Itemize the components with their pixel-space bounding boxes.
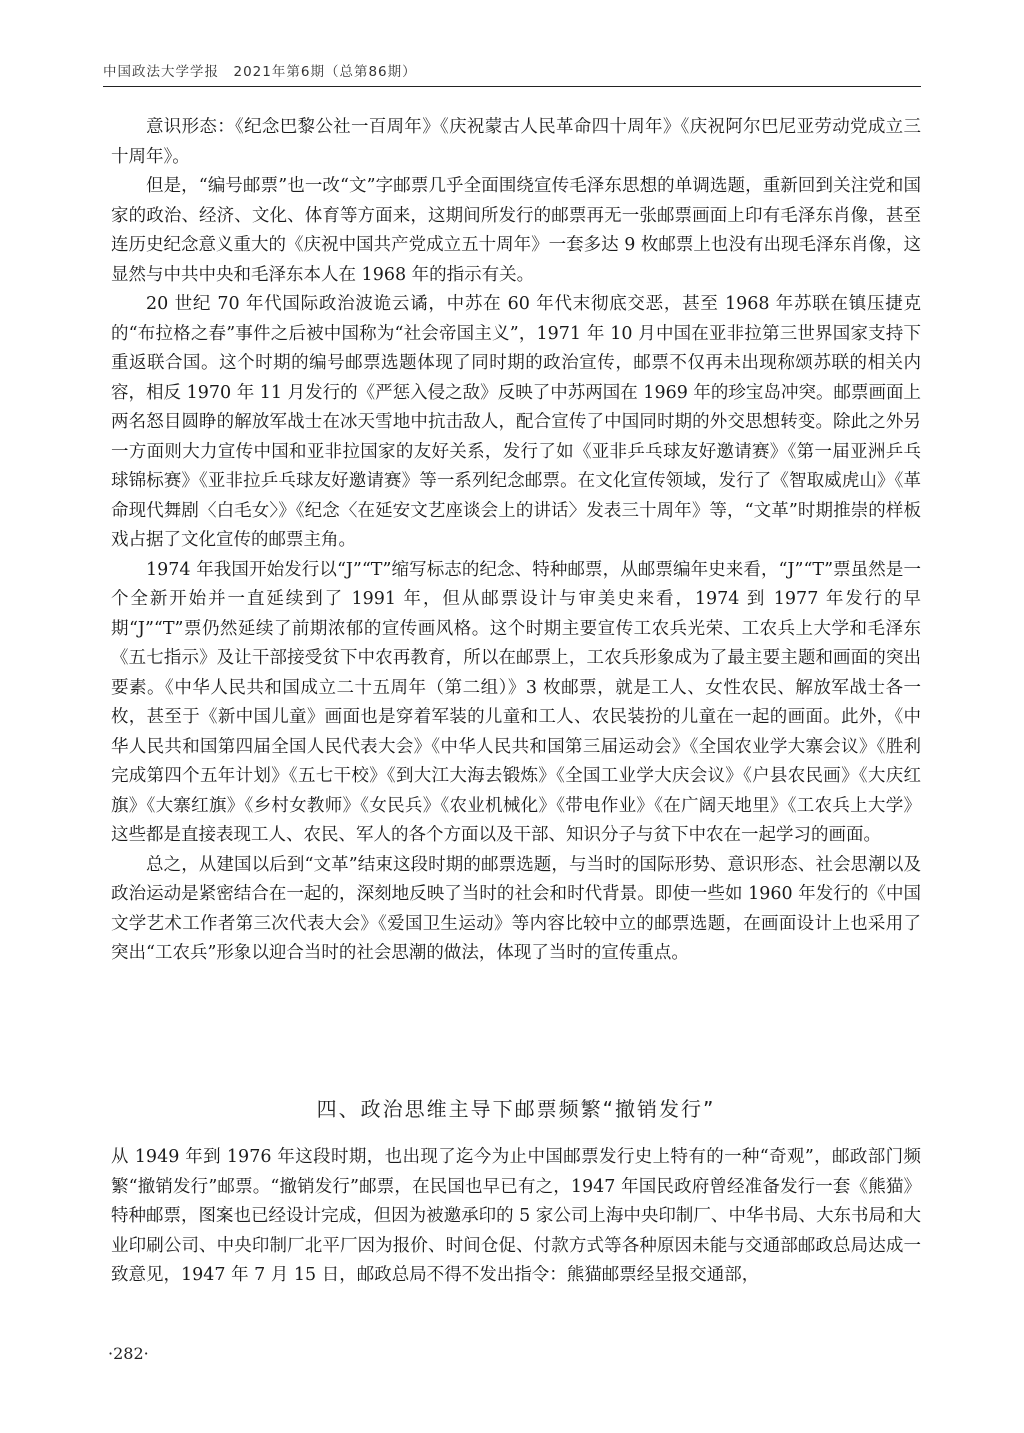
section-paragraph: 从 1949 年到 1976 年这段时期，也出现了迄今为止中国邮票发行史上特有的一种“奇观”，邮政部门频繁“撤销发行”邮票。“撤销发行”邮票，在民国也早已有之，1947 年国民政府曾经准备发行一套《熊猫》特种邮票，图案也已经设计完成，但因为被邀承印的 5 家公司上海中央印制厂、中华书局、大东书局和大业印刷公司、中央印制厂北平厂因为报价、时间仓促、付款方式等各种原因未能与交通部邮政总局达成一致意见，1947 年 7 月 15 日，邮政总局不得不发出指令：熊猫邮票经呈报交通部， — [111, 1147, 921, 1285]
body-paragraph: 1974 年我国开始发行以“J”“T”缩写标志的纪念、特种邮票，从邮票编年史来看，“J”“T”票虽然是一个全新开始并一直延续到了 1991 年，但从邮票设计与审美史来看，1974 到 1977 年发行的早期“J”“T”票仍然延续了前期浓郁的宣传画风格。这个时期主要宣传工农兵光荣、工农兵上大学和毛泽东《五七指示》及让干部接受贫下中农再教育，所以在邮票上，工农兵形象成为了最主要主题和画面的突出要素。《中华人民共和国成立二十五周年（第二组）》3 枚邮票，就是工人、女性农民、解放军战士各一枚，甚至于《新中国儿童》画面也是穿着军装的儿童和工人、农民装扮的儿童在一起的画面。此外，《中华人民共和国第四届全国人民代表大会》《中华人民共和国第三届运动会》《全国农业学大寨会议》《胜利完成第四个五年计划》《五七干校》《到大江大海去锻炼》《全国工业学大庆会议》《户县农民画》《大庆红旗》《大寨红旗》《乡村女教师》《女民兵》《农业机械化》《带电作业》《在广阔天地里》《工农兵上大学》这些都是直接表现工人、农民、军人的各个方面以及干部、知识分子与贫下中农在一起学习的画面。 — [111, 559, 921, 845]
page-number: ·282· — [108, 1344, 149, 1363]
body-paragraph: 总之，从建国以后到“文革”结束这段时期的邮票选题，与当时的国际形势、意识形态、社会思潮以及政治运动是紧密结合在一起的，深刻地反映了当时的社会和时代背景。即使一些如 1960 年发行的《中国文学艺术工作者第三次代表大会》《爱国卫生运动》等内容比较中立的邮票选题，在画面设计上也采用了突出“工农兵”形象以迎合当时的社会思潮的做法，体现了当时的宣传重点。 — [111, 854, 921, 963]
header-rule — [103, 86, 921, 87]
section-text — [111, 1143, 921, 1291]
body-paragraph: 但是，“编号邮票”也一改“文”字邮票几乎全面围绕宣传毛泽东思想的单调选题，重新回到关注党和国家的政治、经济、文化、体育等方面来，这期间所发行的邮票再无一张邮票画面上印有毛泽东肖像，甚至连历史纪念意义重大的《庆祝中国共产党成立五十周年》一套多达 9 枚邮票上也没有出现毛泽东肖像，这显然与中共中央和毛泽东本人在 1968 年的指示有关。 — [111, 176, 921, 285]
body-paragraph: 意识形态：《纪念巴黎公社一百周年》《庆祝蒙古人民革命四十周年》《庆祝阿尔巴尼亚劳动党成立三十周年》。 — [111, 117, 921, 167]
body-paragraph: 20 世纪 70 年代国际政治波诡云谲，中苏在 60 年代末彻底交恶，甚至 1968 年苏联在镇压捷克的“布拉格之春”事件之后被中国称为“社会帝国主义”，1971 年 10 月中国在亚非拉第三世界国家支持下重返联合国。这个时期的编号邮票选题体现了同时期的政治宣传，邮票不仅再未出现称颂苏联的相关内容，相反 1970 年 11 月发行的《严惩入侵之敌》反映了中苏两国在 1969 年的珍宝岛冲突。邮票画面上两名怒目圆睁的解放军战士在冰天雪地中抗击敌人，配合宣传了中国同时期的外交思想转变。除此之外另一方面则大力宣传中国和亚非拉国家的友好关系，发行了如《亚非乒乓球友好邀请赛》《第一届亚洲乒乓球锦标赛》《亚非拉乒乓球友好邀请赛》等一系列纪念邮票。在文化宣传领域，发行了《智取威虎山》《革命现代舞剧〈白毛女〉》《纪念〈在延安文艺座谈会上的讲话〉发表三十周年》等，“文革”时期推崇的样板戏占据了文化宣传的邮票主角。 — [111, 294, 921, 550]
body-text — [111, 113, 921, 969]
running-header: 中国政法大学学报 2021年第6期（总第86期） — [103, 64, 417, 80]
section-heading: 四、政治思维主导下邮票频繁“撤销发行” — [316, 1097, 716, 1121]
